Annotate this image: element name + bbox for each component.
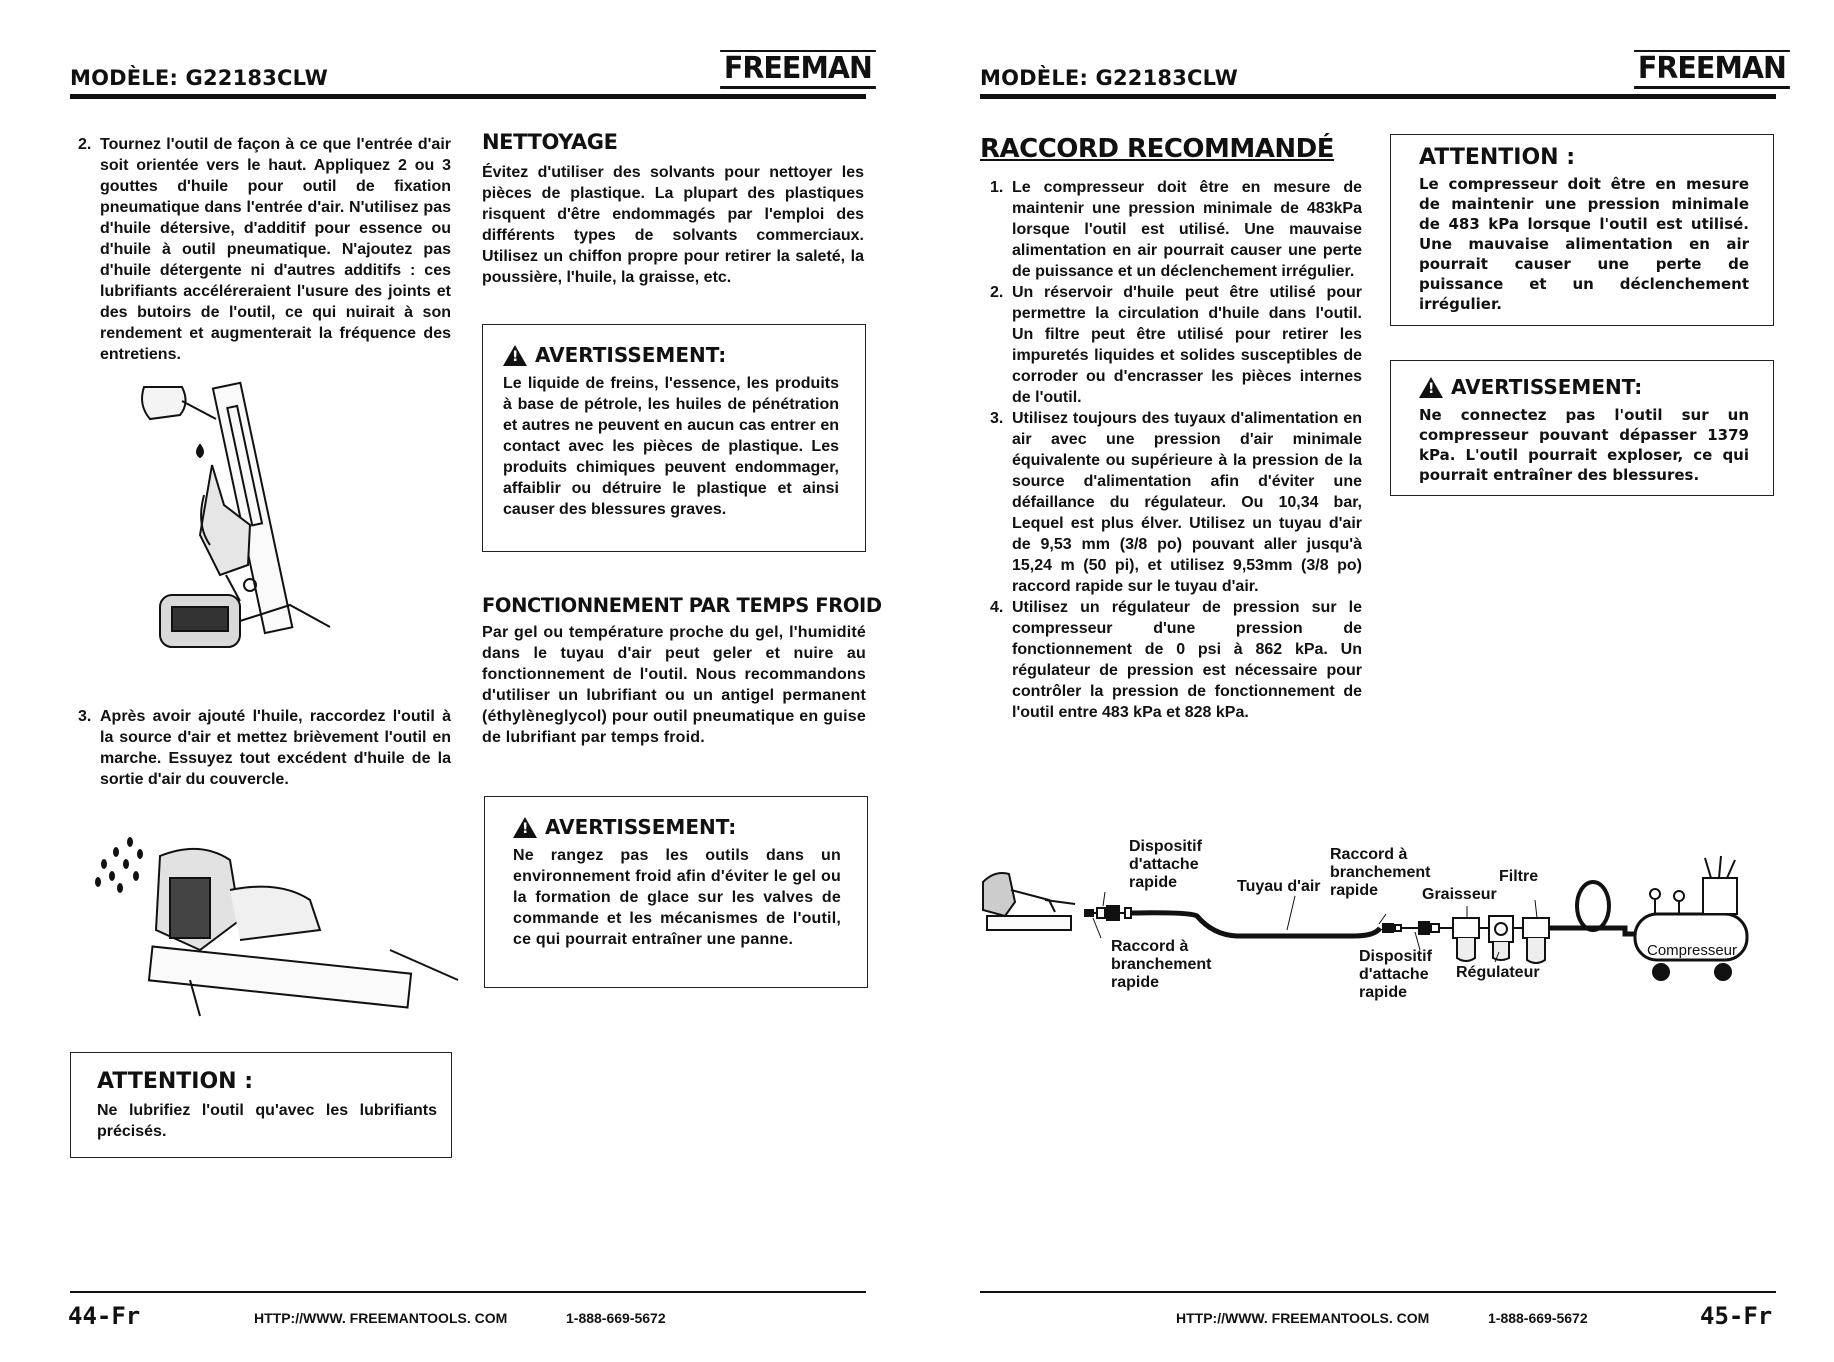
fitting-step-2 <box>990 282 1362 408</box>
cold-warning-box <box>484 796 868 988</box>
warning-triangle-icon <box>1419 377 1443 398</box>
warning-text: Ne connectez pas l'outil sur un compresseur pouvant dépasser 1379 kPa. L'outil pourrait exploser, ce qui pourrait entraîner des blessures. <box>1419 406 1749 484</box>
right-page-number: 45-Fr <box>1700 1302 1773 1330</box>
left-attention-box <box>70 1052 452 1158</box>
fitting-step-4 <box>990 597 1362 723</box>
warning-text: Le liquide de freins, l'essence, les produits à base de pétrole, les huiles de pénétration et autres ne peuvent en aucun cas entrer en contact avec les pièces de plastique. Les produits chimiques peuvent endommager, affaiblir ou détruire le plastique et ainsi causer des blessures graves. <box>503 375 839 518</box>
warning-triangle-icon <box>503 345 527 366</box>
step-text: Un réservoir d'huile peut être utilisé pour permettre la circulation d'huile dans l'outil. Un filtre peut être utilisé pour retirer les impuretés liquides et solides susceptibles de corroder ou d'encrasser les pièces internes de l'outil. <box>1012 284 1362 406</box>
right-footer-rule <box>980 1291 1776 1293</box>
left-step-2 <box>78 134 451 365</box>
step-number: 2. <box>78 136 92 153</box>
attention-text: Ne lubrifiez l'outil qu'avec les lubrifiants précisés. <box>97 1102 437 1140</box>
step-number: 3. <box>78 708 92 725</box>
label-regulator: Régulateur <box>1456 964 1540 981</box>
nailer-discharge-illustration <box>90 830 460 1020</box>
fitting-step-1 <box>990 177 1362 282</box>
step-text: Après avoir ajouté l'huile, raccordez l'outil à la source d'air et mettez brièvement l'outil en marche. Essuyez tout excédent d'huile de la sortie d'air du couvercle. <box>100 708 451 788</box>
left-footer-phone: 1-888-669-5672 <box>566 1310 666 1326</box>
cold-weather-text: Par gel ou température proche du gel, l'humidité dans le tuyau d'air peut geler et nuire au fonctionnement de l'outil. Nous recommandons d'utiliser un lubrifiant ou un antigel permanent (éthylèneglycol) pour outil pneumatique en guise de lubrifiant par temps froid. <box>482 624 866 746</box>
right-model-header: MODÈLE: G22183CLW <box>980 66 1238 90</box>
cleaning-text: Évitez d'utiliser des solvants pour nettoyer les pièces de plastique. La plupart des plastiques risquent d'être endommagés par l'emploi des différents types de solvants commerciaux. Utilisez un chiffon propre pour retirer la saleté, la poussière, l'huile, la graisse, etc. <box>482 164 864 286</box>
fitting-steps <box>990 177 1362 723</box>
warning-title-text: AVERTISSEMENT: <box>1451 375 1643 399</box>
right-footer-url[interactable]: HTTP://WWW. FREEMANTOOLS. COM <box>1176 1310 1430 1326</box>
warning-title <box>513 815 841 839</box>
step-number: 4. <box>990 599 1004 616</box>
cleaning-heading: NETTOYAGE <box>482 130 618 154</box>
right-freeman-logo: FREEMAN <box>1634 50 1790 89</box>
warning-text: Ne rangez pas les outils dans un environnement froid afin d'éviter le gel ou la formation de glace sur les valves de commande et les mécanismes de l'outil, ce qui pourrait entraîner une panne. <box>513 847 841 948</box>
warning-title-text: AVERTISSEMENT: <box>535 343 727 367</box>
label-lubricator: Graisseur <box>1422 886 1497 903</box>
label-quick-attach-2: Dispositif d'attache rapide <box>1359 948 1432 1001</box>
step-text: Le compresseur doit être en mesure de maintenir une pression minimale de 483kPa lorsque l'outil est utilisé. Une mauvaise alimentation en air pourrait causer une perte de puissance et un déclenchement irrégulier. <box>1012 179 1362 280</box>
right-warning-box <box>1390 360 1774 496</box>
air-connection-diagram <box>975 830 1775 1010</box>
label-filter: Filtre <box>1499 868 1539 885</box>
left-step-3 <box>78 706 451 790</box>
step-text: Tournez l'outil de façon à ce que l'entrée d'air soit orientée vers le haut. Appliquez 2 ou 3 gouttes d'huile pour outil de fixation pneumatique dans l'entrée d'air. N'utilisez pas d'huile détersive, d'additif pour essence ou d'huile à outil pneumatique. N'ajoutez pas d'huile détergente ni d'autres additifs : ces lubrifiants accéléreraient l'usure des joints et des butoirs de l'outil, ce qui nuirait à son rendement et augmenterait la fréquence des entretiens. <box>100 136 451 363</box>
step-number: 3. <box>990 410 1004 427</box>
attention-title: ATTENTION : <box>1419 145 1576 170</box>
label-quick-connect-1: Raccord à branchement rapide <box>1111 938 1212 991</box>
left-freeman-logo: FREEMAN <box>720 50 876 89</box>
left-footer-rule <box>70 1291 866 1293</box>
left-footer-url[interactable]: HTTP://WWW. FREEMANTOOLS. COM <box>254 1310 508 1326</box>
left-page-number: 44-Fr <box>68 1302 141 1330</box>
step-text: Utilisez toujours des tuyaux d'alimentation en air avec une pression d'air minimale équivalente ou supérieure à la pression de la source d'alimentation afin d'éviter une défaillance du régulateur. Ou 10,34 bar, Lequel est plus élver. Utilisez un tuyau d'air de 9,53 mm (3/8 po) pouvant aller jusqu'à 15,24 m (50 pi), et utilisez 9,53mm (3/8 po) raccord rapide sur le tuyau d'air. <box>1012 410 1362 595</box>
warning-title-text: AVERTISSEMENT: <box>545 815 737 839</box>
attention-text: Le compresseur doit être en mesure de maintenir une pression minimale de 483 kPa lorsque l'outil est utilisé. Une mauvaise alimentation en air pourrait causer une perte de puissance et un déclenchement irrégulier. <box>1419 175 1749 313</box>
label-quick-attach-1: Dispositif d'attache rapide <box>1129 838 1202 891</box>
step-text: Utilisez un régulateur de pression sur le compresseur d'une pression de fonctionnement de 0 psi à 862 kPa. Un régulateur de pression est nécessaire pour contrôler la pression de fonctionnement de l'outil entre 483 kPa et 828 kPa. <box>1012 599 1362 721</box>
label-air-hose: Tuyau d'air <box>1237 878 1321 895</box>
recommended-fitting-title: RACCORD RECOMMANDÉ <box>980 134 1334 164</box>
left-model-header: MODÈLE: G22183CLW <box>70 66 328 90</box>
left-header-rule <box>70 94 866 99</box>
label-quick-connect-2: Raccord à branchement rapide <box>1330 846 1431 899</box>
attention-title: ATTENTION : <box>97 1069 254 1094</box>
right-attention-box <box>1390 134 1774 326</box>
plastic-warning-box <box>482 324 866 552</box>
warning-title <box>1419 375 1749 399</box>
step-number: 1. <box>990 179 1004 196</box>
nailer-oiling-illustration <box>130 375 350 665</box>
step-number: 2. <box>990 284 1004 301</box>
right-footer-phone: 1-888-669-5672 <box>1488 1310 1588 1326</box>
label-compressor: Compresseur <box>1646 942 1738 959</box>
fitting-step-3 <box>990 408 1362 597</box>
warning-triangle-icon <box>513 817 537 838</box>
right-header-rule <box>980 94 1776 99</box>
cold-weather-heading: FONCTIONNEMENT PAR TEMPS FROID <box>482 594 882 617</box>
warning-title <box>503 343 839 367</box>
